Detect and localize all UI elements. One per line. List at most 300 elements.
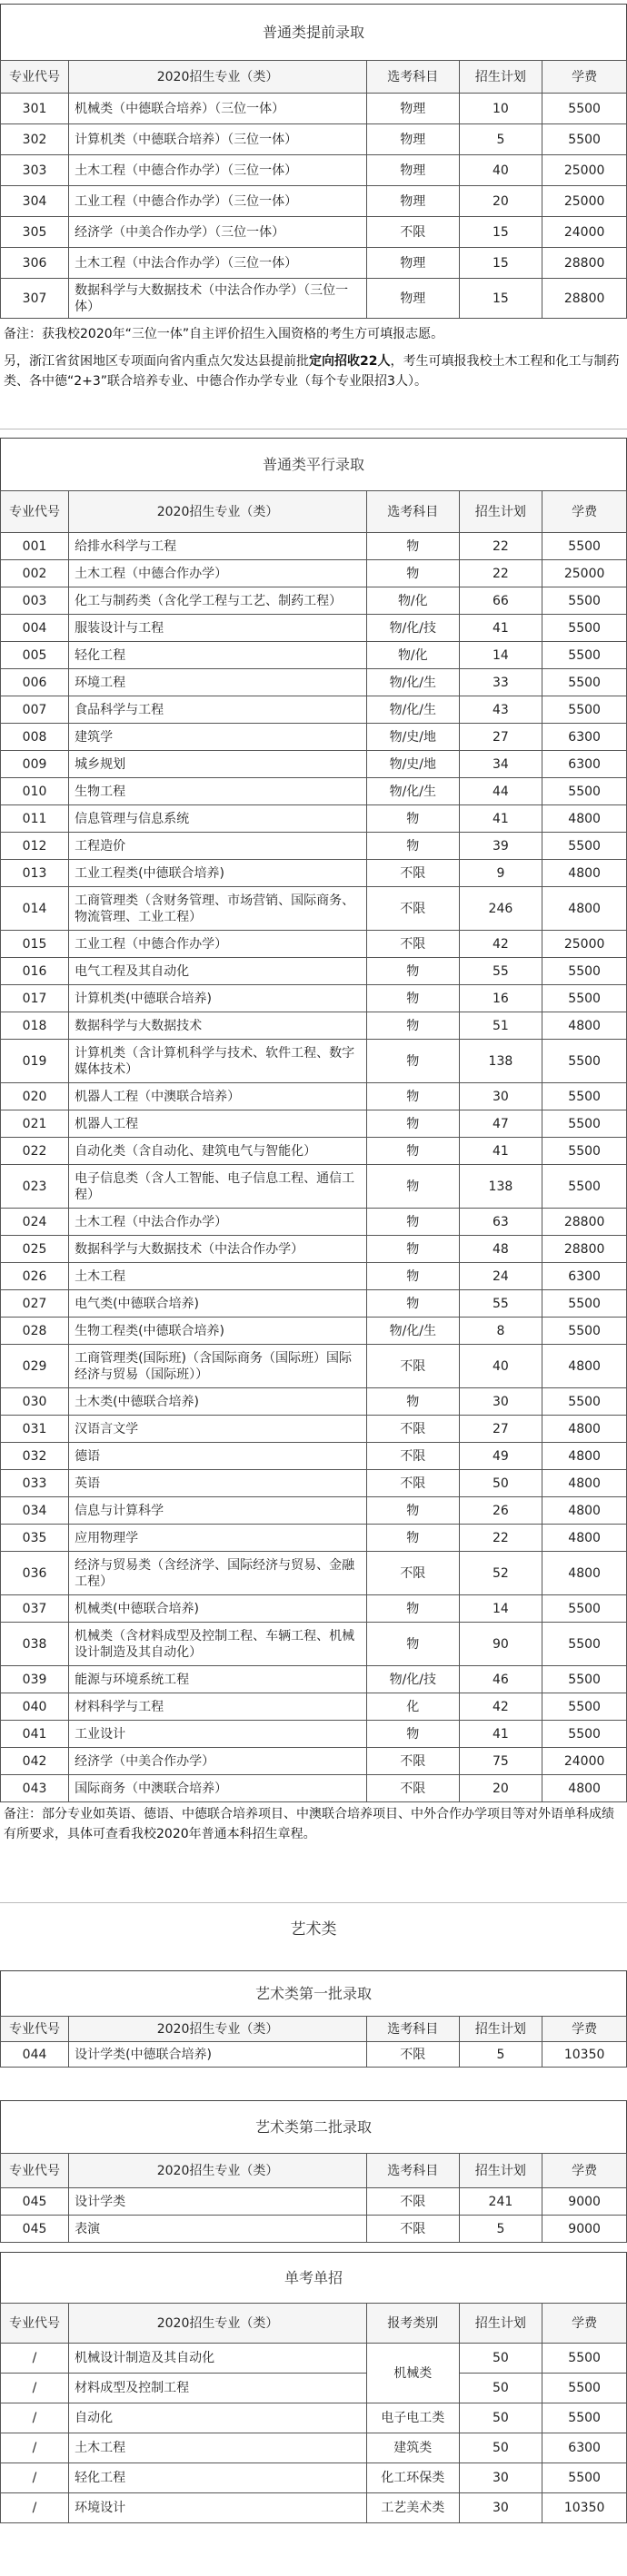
table-row xyxy=(1,2433,627,2463)
major-name-cell: 汉语言文学 xyxy=(69,1416,367,1443)
table-row xyxy=(1,2216,627,2243)
table-row xyxy=(1,1165,627,1209)
major-code-cell: 302 xyxy=(1,124,69,155)
major-code-cell: 029 xyxy=(1,1345,69,1388)
major-code-cell: 038 xyxy=(1,1623,69,1666)
table-row xyxy=(1,724,627,751)
enrollment-plan-cell: 5 xyxy=(459,124,542,155)
enrollment-plan-cell: 15 xyxy=(459,279,542,319)
major-name-cell: 计算机类(中德联合培养) xyxy=(69,985,367,1012)
major-code-cell: 010 xyxy=(1,778,69,805)
table-row xyxy=(1,2403,627,2433)
table-row xyxy=(1,2493,627,2523)
major-code-cell: 305 xyxy=(1,217,69,248)
tuition-fee-cell: 24000 xyxy=(542,1748,627,1775)
subject-requirement-cell: 化 xyxy=(367,1693,460,1721)
tuition-fee-cell: 5500 xyxy=(542,696,627,724)
subject-requirement-cell: 物理 xyxy=(367,248,460,279)
enrollment-plan-cell: 34 xyxy=(459,751,542,778)
subject-requirement-cell: 不限 xyxy=(367,1443,460,1470)
tuition-fee-cell: 5500 xyxy=(542,1110,627,1138)
enrollment-plan-cell: 49 xyxy=(459,1443,542,1470)
table-row xyxy=(1,124,627,155)
table-row xyxy=(1,1040,627,1083)
subject-requirement-cell: 物理 xyxy=(367,186,460,217)
single-exam-section xyxy=(0,2252,627,2523)
major-name-cell: 应用物理学 xyxy=(69,1525,367,1552)
subject-requirement-cell: 物/化 xyxy=(367,587,460,615)
regular-admission-title: 普通类平行录取 xyxy=(0,438,627,490)
enrollment-plan-cell: 39 xyxy=(459,833,542,860)
enrollment-plan-cell: 30 xyxy=(459,1388,542,1416)
major-code-cell: / xyxy=(1,2374,69,2403)
major-name-cell: 数据科学与大数据技术（中法合作办学） xyxy=(69,1236,367,1263)
major-name-cell: 生物工程 xyxy=(69,778,367,805)
tuition-fee-cell: 5500 xyxy=(542,1083,627,1110)
major-name-cell: 设计学类(中德联合培养) xyxy=(69,2042,367,2068)
tuition-fee-cell: 5500 xyxy=(542,1623,627,1666)
enrollment-plan-cell: 5 xyxy=(459,2042,542,2068)
enrollment-plan-cell: 51 xyxy=(459,1012,542,1040)
major-name-cell: 工业工程类(中德联合培养) xyxy=(69,860,367,887)
table-row xyxy=(1,805,627,833)
table-row xyxy=(1,1236,627,1263)
enrollment-plan-cell: 30 xyxy=(459,1083,542,1110)
enrollment-plan-cell: 90 xyxy=(459,1623,542,1666)
enrollment-plan-cell: 15 xyxy=(459,248,542,279)
tuition-fee-cell: 10350 xyxy=(542,2493,627,2523)
early-admission-title: 普通类提前录取 xyxy=(0,4,627,60)
tuition-fee-cell: 4800 xyxy=(542,1012,627,1040)
subject-requirement-cell: 不限 xyxy=(367,2216,460,2243)
exam-category-cell: 机械类 xyxy=(367,2344,460,2403)
major-name-cell: 工业设计 xyxy=(69,1721,367,1748)
header-fee: 学费 xyxy=(542,2304,627,2344)
tuition-fee-cell: 5500 xyxy=(542,1138,627,1165)
enrollment-plan-cell: 48 xyxy=(459,1236,542,1263)
header-fee: 学费 xyxy=(542,2017,627,2042)
table-row xyxy=(1,279,627,319)
major-code-cell: 026 xyxy=(1,1263,69,1290)
major-name-cell: 材料成型及控制工程 xyxy=(69,2374,367,2403)
note-text: ，考生可填报我校土木工程和化工与制药类、各中德“2+3”联合培养专业、中德合作办学专业（每个专业限招3人）。 xyxy=(4,354,620,389)
header-code: 专业代号 xyxy=(1,2154,69,2188)
major-code-cell: 307 xyxy=(1,279,69,319)
major-code-cell: 021 xyxy=(1,1110,69,1138)
enrollment-plan-cell: 241 xyxy=(459,2188,542,2216)
subject-requirement-cell: 物 xyxy=(367,1388,460,1416)
tuition-fee-cell: 25000 xyxy=(542,931,627,958)
table-row xyxy=(1,1388,627,1416)
enrollment-plan-cell: 42 xyxy=(459,1693,542,1721)
enrollment-plan-cell: 50 xyxy=(459,2403,542,2433)
header-major: 2020招生专业（类） xyxy=(69,2154,367,2188)
major-code-cell: 036 xyxy=(1,1552,69,1595)
table-row xyxy=(1,217,627,248)
major-name-cell: 土木工程（中法合作办学） xyxy=(69,1209,367,1236)
major-name-cell: 电气工程及其自动化 xyxy=(69,958,367,985)
enrollment-plan-cell: 33 xyxy=(459,669,542,696)
subject-requirement-cell: 物/化/生 xyxy=(367,669,460,696)
tuition-fee-cell: 9000 xyxy=(542,2216,627,2243)
subject-requirement-cell: 物理 xyxy=(367,124,460,155)
header-code: 专业代号 xyxy=(1,2017,69,2042)
major-code-cell: / xyxy=(1,2344,69,2374)
major-code-cell: 028 xyxy=(1,1318,69,1345)
table-row xyxy=(1,1525,627,1552)
subject-requirement-cell: 物/化/技 xyxy=(367,1666,460,1693)
major-name-cell: 工程造价 xyxy=(69,833,367,860)
major-code-cell: 044 xyxy=(1,2042,69,2068)
table-row xyxy=(1,2344,627,2374)
major-name-cell: 计算机类（含计算机科学与技术、软件工程、数字媒体技术） xyxy=(69,1040,367,1083)
major-code-cell: 023 xyxy=(1,1165,69,1209)
enrollment-plan-cell: 41 xyxy=(459,615,542,642)
subject-requirement-cell: 物 xyxy=(367,1236,460,1263)
enrollment-plan-cell: 22 xyxy=(459,533,542,560)
arts-second-section xyxy=(0,2100,627,2243)
subject-requirement-cell: 物 xyxy=(367,805,460,833)
major-code-cell: 306 xyxy=(1,248,69,279)
table-row xyxy=(1,155,627,186)
major-name-cell: 土木工程（中德合作办学） xyxy=(69,560,367,587)
major-name-cell: 经济与贸易类（含经济学、国际经济与贸易、金融工程） xyxy=(69,1552,367,1595)
header-plan: 招生计划 xyxy=(459,61,542,94)
tuition-fee-cell: 5500 xyxy=(542,1721,627,1748)
major-code-cell: 024 xyxy=(1,1209,69,1236)
table-row xyxy=(1,1748,627,1775)
tuition-fee-cell: 10350 xyxy=(542,2042,627,2068)
enrollment-plan-cell: 40 xyxy=(459,155,542,186)
table-row xyxy=(1,669,627,696)
enrollment-plan-cell: 22 xyxy=(459,1525,542,1552)
enrollment-plan-cell: 42 xyxy=(459,931,542,958)
enrollment-plan-cell: 246 xyxy=(459,887,542,931)
tuition-fee-cell: 6300 xyxy=(542,2433,627,2463)
header-fee: 学费 xyxy=(542,491,627,533)
major-name-cell: 材料科学与工程 xyxy=(69,1693,367,1721)
note-text: 另，浙江省贫困地区专项面向省内重点欠发达县提前批 xyxy=(4,354,309,369)
regular-note: 备注：部分专业如英语、德语、中德联合培养项目、中澳联合培养项目、中外合作办学项目等对外语单科成绩有所要求，具体可查看我校2020年普通本科招生章程。 xyxy=(4,1807,614,1841)
enrollment-plan-cell: 26 xyxy=(459,1497,542,1525)
tuition-fee-cell: 4800 xyxy=(542,1470,627,1497)
subject-requirement-cell: 物 xyxy=(367,533,460,560)
enrollment-plan-cell: 10 xyxy=(459,94,542,124)
major-code-cell: 003 xyxy=(1,587,69,615)
regular-admission-section xyxy=(0,438,627,1844)
header-plan: 招生计划 xyxy=(459,491,542,533)
table-row xyxy=(1,778,627,805)
major-code-cell: 027 xyxy=(1,1290,69,1318)
tuition-fee-cell: 5500 xyxy=(542,778,627,805)
section-divider xyxy=(0,1902,627,1903)
enrollment-plan-cell: 27 xyxy=(459,724,542,751)
subject-requirement-cell: 物/化/生 xyxy=(367,778,460,805)
major-code-cell: 304 xyxy=(1,186,69,217)
table-row xyxy=(1,560,627,587)
subject-requirement-cell: 物 xyxy=(367,1012,460,1040)
subject-requirement-cell: 物 xyxy=(367,833,460,860)
tuition-fee-cell: 5500 xyxy=(542,1388,627,1416)
major-name-cell: 轻化工程 xyxy=(69,2463,367,2493)
major-code-cell: 012 xyxy=(1,833,69,860)
enrollment-plan-cell: 15 xyxy=(459,217,542,248)
exam-category-cell: 化工环保类 xyxy=(367,2463,460,2493)
major-code-cell: 030 xyxy=(1,1388,69,1416)
header-fee: 学费 xyxy=(542,61,627,94)
table-row xyxy=(1,1110,627,1138)
table-row xyxy=(1,642,627,669)
enrollment-plan-cell: 50 xyxy=(459,2374,542,2403)
tuition-fee-cell: 5500 xyxy=(542,2344,627,2374)
subject-requirement-cell: 不限 xyxy=(367,217,460,248)
enrollment-plan-cell: 16 xyxy=(459,985,542,1012)
subject-requirement-cell: 不限 xyxy=(367,860,460,887)
table-row xyxy=(1,2374,627,2403)
table-row xyxy=(1,2042,627,2068)
subject-requirement-cell: 物 xyxy=(367,1721,460,1748)
table-row xyxy=(1,2188,627,2216)
tuition-fee-cell: 4800 xyxy=(542,805,627,833)
major-name-cell: 机械设计制造及其自动化 xyxy=(69,2344,367,2374)
header-plan: 招生计划 xyxy=(459,2017,542,2042)
header-subject: 选考科目 xyxy=(367,2017,460,2042)
tuition-fee-cell: 4800 xyxy=(542,1345,627,1388)
major-name-cell: 数据科学与大数据技术（中法合作办学）（三位一体） xyxy=(69,279,367,319)
enrollment-plan-cell: 47 xyxy=(459,1110,542,1138)
single-exam-table xyxy=(0,2303,627,2523)
enrollment-plan-cell: 41 xyxy=(459,1138,542,1165)
subject-requirement-cell: 不限 xyxy=(367,2188,460,2216)
subject-requirement-cell: 物 xyxy=(367,1497,460,1525)
subject-requirement-cell: 物 xyxy=(367,958,460,985)
enrollment-plan-cell: 9 xyxy=(459,860,542,887)
table-row xyxy=(1,1595,627,1623)
enrollment-plan-cell: 138 xyxy=(459,1165,542,1209)
tuition-fee-cell: 24000 xyxy=(542,217,627,248)
table-row xyxy=(1,587,627,615)
table-header-row xyxy=(1,2017,627,2042)
major-code-cell: 034 xyxy=(1,1497,69,1525)
subject-requirement-cell: 不限 xyxy=(367,1470,460,1497)
table-row xyxy=(1,1083,627,1110)
tuition-fee-cell: 4800 xyxy=(542,860,627,887)
arts-category-title: 艺术类 xyxy=(290,1920,337,1939)
tuition-fee-cell: 25000 xyxy=(542,560,627,587)
enrollment-plan-cell: 138 xyxy=(459,1040,542,1083)
table-row xyxy=(1,1497,627,1525)
table-header-row xyxy=(1,491,627,533)
table-header-row xyxy=(1,2304,627,2344)
major-code-cell: 031 xyxy=(1,1416,69,1443)
tuition-fee-cell: 5500 xyxy=(542,1595,627,1623)
table-row xyxy=(1,186,627,217)
header-exam-category: 报考类别 xyxy=(367,2304,460,2344)
major-code-cell: 045 xyxy=(1,2188,69,2216)
major-code-cell: 042 xyxy=(1,1748,69,1775)
header-subject: 选考科目 xyxy=(367,2154,460,2188)
table-row xyxy=(1,533,627,560)
early-admission-table xyxy=(0,60,627,319)
table-row xyxy=(1,833,627,860)
tuition-fee-cell: 4800 xyxy=(542,1443,627,1470)
table-row xyxy=(1,1209,627,1236)
table-row xyxy=(1,248,627,279)
header-major: 2020招生专业（类） xyxy=(69,61,367,94)
table-row xyxy=(1,860,627,887)
tuition-fee-cell: 6300 xyxy=(542,751,627,778)
major-name-cell: 经济学（中美合作办学）（三位一体） xyxy=(69,217,367,248)
table-row xyxy=(1,985,627,1012)
major-name-cell: 英语 xyxy=(69,1470,367,1497)
arts-second-title: 艺术类第二批录取 xyxy=(0,2100,627,2153)
major-name-cell: 土木工程（中德合作办学）（三位一体） xyxy=(69,155,367,186)
tuition-fee-cell: 4800 xyxy=(542,1775,627,1802)
major-name-cell: 表演 xyxy=(69,2216,367,2243)
major-name-cell: 机械类(中德联合培养) xyxy=(69,1595,367,1623)
major-code-cell: 015 xyxy=(1,931,69,958)
header-fee: 学费 xyxy=(542,2154,627,2188)
major-code-cell: 008 xyxy=(1,724,69,751)
major-code-cell: 017 xyxy=(1,985,69,1012)
tuition-fee-cell: 4800 xyxy=(542,1552,627,1595)
major-name-cell: 数据科学与大数据技术 xyxy=(69,1012,367,1040)
exam-category-cell: 建筑类 xyxy=(367,2433,460,2463)
major-code-cell: 035 xyxy=(1,1525,69,1552)
table-row xyxy=(1,958,627,985)
major-code-cell: 033 xyxy=(1,1470,69,1497)
major-name-cell: 自动化类（含自动化、建筑电气与智能化） xyxy=(69,1138,367,1165)
major-code-cell: 014 xyxy=(1,887,69,931)
enrollment-plan-cell: 55 xyxy=(459,958,542,985)
enrollment-plan-cell: 75 xyxy=(459,1748,542,1775)
major-name-cell: 土木工程 xyxy=(69,2433,367,2463)
tuition-fee-cell: 5500 xyxy=(542,2403,627,2433)
major-name-cell: 轻化工程 xyxy=(69,642,367,669)
enrollment-plan-cell: 8 xyxy=(459,1318,542,1345)
subject-requirement-cell: 不限 xyxy=(367,2042,460,2068)
table-row xyxy=(1,1721,627,1748)
major-name-cell: 给排水科学与工程 xyxy=(69,533,367,560)
table-row xyxy=(1,696,627,724)
tuition-fee-cell: 4800 xyxy=(542,1416,627,1443)
enrollment-plan-cell: 14 xyxy=(459,1595,542,1623)
table-row xyxy=(1,931,627,958)
major-code-cell: 011 xyxy=(1,805,69,833)
major-name-cell: 经济学（中美合作办学） xyxy=(69,1748,367,1775)
header-code: 专业代号 xyxy=(1,61,69,94)
tuition-fee-cell: 5500 xyxy=(542,2463,627,2493)
header-code: 专业代号 xyxy=(1,491,69,533)
enrollment-plan-cell: 52 xyxy=(459,1552,542,1595)
early-note xyxy=(0,319,627,391)
major-code-cell: / xyxy=(1,2433,69,2463)
enrollment-plan-cell: 27 xyxy=(459,1416,542,1443)
tuition-fee-cell: 5500 xyxy=(542,1693,627,1721)
table-row xyxy=(1,1345,627,1388)
enrollment-plan-cell: 14 xyxy=(459,642,542,669)
enrollment-plan-cell: 22 xyxy=(459,560,542,587)
major-code-cell: / xyxy=(1,2463,69,2493)
table-row xyxy=(1,1470,627,1497)
subject-requirement-cell: 不限 xyxy=(367,1775,460,1802)
tuition-fee-cell: 5500 xyxy=(542,642,627,669)
major-code-cell: 039 xyxy=(1,1666,69,1693)
tuition-fee-cell: 5500 xyxy=(542,587,627,615)
subject-requirement-cell: 物 xyxy=(367,1110,460,1138)
major-name-cell: 德语 xyxy=(69,1443,367,1470)
tuition-fee-cell: 5500 xyxy=(542,1040,627,1083)
subject-requirement-cell: 不限 xyxy=(367,887,460,931)
tuition-fee-cell: 5500 xyxy=(542,1165,627,1209)
major-name-cell: 服装设计与工程 xyxy=(69,615,367,642)
header-plan: 招生计划 xyxy=(459,2154,542,2188)
table-row xyxy=(1,1416,627,1443)
table-row xyxy=(1,1263,627,1290)
major-name-cell: 电子信息类（含人工智能、电子信息工程、通信工程） xyxy=(69,1165,367,1209)
subject-requirement-cell: 物 xyxy=(367,1040,460,1083)
major-name-cell: 机器人工程 xyxy=(69,1110,367,1138)
tuition-fee-cell: 28800 xyxy=(542,279,627,319)
major-code-cell: 045 xyxy=(1,2216,69,2243)
enrollment-plan-cell: 63 xyxy=(459,1209,542,1236)
subject-requirement-cell: 物 xyxy=(367,560,460,587)
subject-requirement-cell: 物/化/生 xyxy=(367,1318,460,1345)
major-name-cell: 能源与环境系统工程 xyxy=(69,1666,367,1693)
subject-requirement-cell: 物 xyxy=(367,1623,460,1666)
early-note-1: 备注：获我校2020年“三位一体”自主评价招生入围资格的考生方可填报志愿。 xyxy=(4,327,444,341)
major-name-cell: 环境工程 xyxy=(69,669,367,696)
tuition-fee-cell: 25000 xyxy=(542,155,627,186)
tuition-fee-cell: 6300 xyxy=(542,1263,627,1290)
tuition-fee-cell: 5500 xyxy=(542,958,627,985)
subject-requirement-cell: 不限 xyxy=(367,931,460,958)
subject-requirement-cell: 物 xyxy=(367,1209,460,1236)
major-name-cell: 城乡规划 xyxy=(69,751,367,778)
enrollment-plan-cell: 50 xyxy=(459,2433,542,2463)
enrollment-plan-cell: 20 xyxy=(459,186,542,217)
enrollment-plan-cell: 5 xyxy=(459,2216,542,2243)
major-name-cell: 建筑学 xyxy=(69,724,367,751)
subject-requirement-cell: 物 xyxy=(367,1263,460,1290)
table-row xyxy=(1,1623,627,1666)
enrollment-plan-cell: 50 xyxy=(459,2344,542,2374)
enrollment-plan-cell: 50 xyxy=(459,1470,542,1497)
arts-second-table xyxy=(0,2153,627,2243)
header-major: 2020招生专业（类） xyxy=(69,491,367,533)
tuition-fee-cell: 28800 xyxy=(542,1236,627,1263)
subject-requirement-cell: 物理 xyxy=(367,155,460,186)
table-row xyxy=(1,1693,627,1721)
subject-requirement-cell: 物理 xyxy=(367,279,460,319)
table-row xyxy=(1,2463,627,2493)
major-code-cell: 303 xyxy=(1,155,69,186)
major-name-cell: 土木工程（中法合作办学）（三位一体） xyxy=(69,248,367,279)
tuition-fee-cell: 5500 xyxy=(542,1290,627,1318)
major-name-cell: 设计学类 xyxy=(69,2188,367,2216)
major-name-cell: 国际商务（中澳联合培养） xyxy=(69,1775,367,1802)
enrollment-plan-cell: 43 xyxy=(459,696,542,724)
major-name-cell: 计算机类（中德联合培养）（三位一体） xyxy=(69,124,367,155)
tuition-fee-cell: 6300 xyxy=(542,724,627,751)
enrollment-plan-cell: 20 xyxy=(459,1775,542,1802)
major-name-cell: 工业工程（中德合作办学） xyxy=(69,931,367,958)
major-name-cell: 信息与计算科学 xyxy=(69,1497,367,1525)
header-major: 2020招生专业（类） xyxy=(69,2017,367,2042)
major-code-cell: 025 xyxy=(1,1236,69,1263)
tuition-fee-cell: 9000 xyxy=(542,2188,627,2216)
exam-category-cell: 电子电工类 xyxy=(367,2403,460,2433)
